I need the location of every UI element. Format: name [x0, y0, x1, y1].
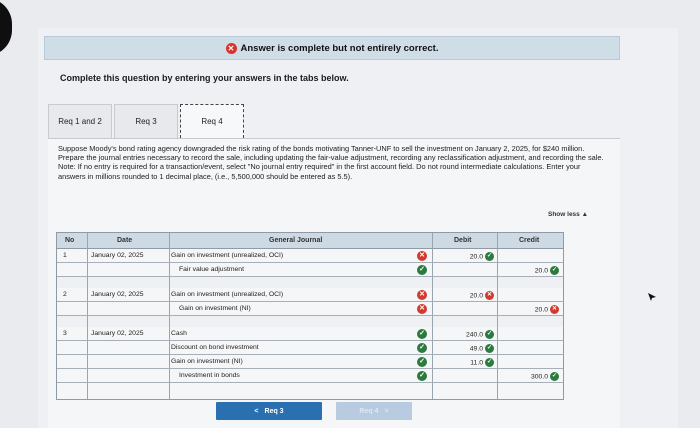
row-divider [57, 262, 563, 263]
question-text [58, 144, 608, 181]
row-divider [57, 382, 563, 383]
edge-shadow [0, 0, 12, 56]
x-circle-icon: ✕ [417, 251, 427, 261]
header-general-journal: General Journal [269, 237, 323, 244]
check-circle-icon: ✓ [551, 267, 558, 273]
question-note: Note: If no entry is required for a transaction/event, select "No journal entry required" in the first account field. Do not round intermediate calculations. Enter your answers in millions rounded to 1 decimal place, (i.e., 5,500,000 should be entered as 5.5). [58, 162, 581, 181]
row-divider [57, 340, 563, 341]
table-header [57, 233, 563, 249]
account-select[interactable]: Investment in bonds [179, 372, 240, 379]
check-circle-icon: ✓ [486, 345, 493, 351]
entry-gap [57, 316, 563, 327]
debit-amount-field-value: 11.0 [470, 359, 483, 367]
debit-amount-field[interactable] [432, 291, 494, 300]
column-divider [169, 233, 170, 399]
prev-req-label: Req 3 [264, 407, 284, 415]
debit-amount-field[interactable] [432, 330, 494, 339]
journal-entry-table [56, 232, 564, 400]
debit-amount-field-value: 49.0 [469, 345, 483, 353]
check-circle-icon: ✓ [486, 253, 493, 259]
credit-amount-field[interactable] [497, 372, 559, 381]
question-body: Suppose Moody's bond rating agency downgraded the risk rating of the bonds motivating Tanner-UNF to sell the investment on January 2, 2025, for $240 million. Prepare the journal entries necessary to record the sale, including updating the fair-value adjustment, recording any reclassification adjustment, and recording the sale. [58, 144, 604, 163]
account-select[interactable]: Gain on investment (unrealized, OCI) [171, 291, 284, 298]
credit-amount-field[interactable] [497, 266, 559, 275]
row-divider [57, 315, 563, 316]
banner-text: Answer is complete but not entirely correct. [240, 42, 439, 54]
account-select[interactable]: Gain on investment (NI) [179, 305, 251, 312]
x-circle-icon: ✕ [551, 306, 558, 312]
entry-number: 2 [63, 291, 67, 298]
debit-amount-field-value: 20.0 [469, 253, 483, 261]
prev-req-button[interactable] [216, 402, 322, 420]
credit-amount-field-value: 20.0 [534, 306, 548, 314]
header-no: No [65, 237, 75, 244]
credit-amount-field-value: 300.0 [530, 373, 548, 381]
requirement-tabs [48, 104, 246, 138]
show-less-toggle[interactable]: Show less ▲ [548, 211, 589, 218]
mouse-cursor-icon [647, 292, 657, 302]
answer-status-banner [44, 36, 620, 60]
entry-gap [57, 277, 563, 288]
credit-amount-field-value: 20.0 [534, 267, 548, 275]
column-divider [87, 233, 88, 399]
check-circle-icon: ✓ [486, 331, 493, 337]
account-select[interactable]: Fair value adjustment [179, 266, 244, 273]
x-circle-icon: ✕ [417, 304, 427, 314]
tab-req-4[interactable]: Req 4 [180, 104, 244, 138]
header-debit: Debit [454, 237, 472, 244]
x-circle-icon: ✕ [417, 290, 427, 300]
tab-req-3[interactable]: Req 3 [114, 104, 178, 138]
instruction-text: Complete this question by entering your answers in the tabs below. [60, 73, 349, 83]
header-credit: Credit [519, 237, 540, 244]
check-circle-icon: ✓ [486, 359, 493, 365]
check-circle-icon: ✓ [417, 329, 427, 339]
check-circle-icon: ✓ [551, 373, 558, 379]
chevron-right-icon: > [384, 407, 389, 415]
entry-date-select[interactable]: January 02, 2025 [91, 291, 144, 298]
entry-date-select[interactable]: January 02, 2025 [91, 252, 144, 259]
chevron-left-icon: < [254, 407, 259, 415]
tab-req-1-and-2[interactable]: Req 1 and 2 [48, 104, 112, 138]
x-circle-icon: ✕ [486, 292, 493, 298]
account-select[interactable]: Discount on bond investment [171, 344, 259, 351]
next-req-label: Req 4 [359, 407, 379, 415]
debit-amount-field-value: 240.0 [465, 331, 483, 339]
x-circle-icon: ✕ [226, 43, 237, 54]
debit-amount-field[interactable] [432, 252, 494, 261]
row-divider [57, 276, 563, 277]
check-circle-icon: ✓ [417, 265, 427, 275]
row-divider [57, 368, 563, 369]
account-select[interactable]: Gain on investment (unrealized, OCI) [171, 252, 284, 259]
credit-amount-field[interactable] [497, 305, 559, 314]
account-select[interactable]: Gain on investment (NI) [171, 358, 243, 365]
debit-amount-field[interactable] [432, 344, 494, 353]
check-circle-icon: ✓ [417, 357, 427, 367]
debit-amount-field-value: 20.0 [469, 292, 483, 300]
entry-number: 1 [63, 252, 67, 259]
entry-date-select[interactable]: January 02, 2025 [91, 330, 144, 337]
check-circle-icon: ✓ [417, 371, 427, 381]
row-divider [57, 301, 563, 302]
debit-amount-field[interactable] [432, 358, 494, 367]
entry-number: 3 [63, 330, 67, 337]
check-circle-icon: ✓ [417, 343, 427, 353]
account-select[interactable]: Cash [171, 330, 187, 337]
header-date: Date [117, 237, 133, 244]
next-req-button[interactable] [336, 402, 412, 420]
row-divider [57, 354, 563, 355]
